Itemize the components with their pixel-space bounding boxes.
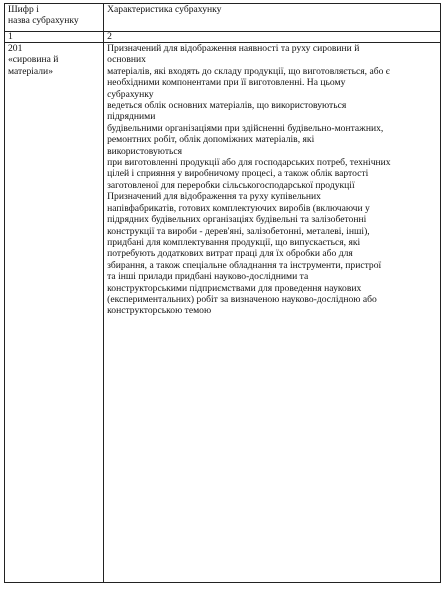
row-code-line-3: матеріали» <box>8 65 53 77</box>
row-description-cell <box>104 43 441 583</box>
description-line-22: конструкторськими підприємствами для проведення наукових <box>107 282 362 294</box>
table-row <box>5 43 441 583</box>
table-numbering-row <box>5 32 441 43</box>
description-line-14: Призначений для відображення та руху купівельних <box>107 191 321 203</box>
description-line-1: Призначений для відображення наявності та руху сировини й <box>107 43 360 54</box>
description-line-24: конструкторською темою <box>107 305 212 317</box>
description-line-9: ремонтних робіт, облік допоміжних матеріалів, які <box>107 134 315 146</box>
numbering-description: 2 <box>107 32 112 42</box>
description-line-16: підрядних будівельних організаціях будівельні та залізобетонні <box>107 214 367 226</box>
header-code-line-2: назва субрахунку <box>8 15 79 27</box>
description-line-23: (експериментальних) робіт за визначеною науково-дослідною або <box>107 293 377 305</box>
header-description-cell <box>104 4 441 32</box>
numbering-code: 1 <box>8 32 13 42</box>
subaccount-table <box>4 3 441 583</box>
header-code-line-1: Шифр і <box>8 4 39 15</box>
description-line-18: придбані для комплектування продукції, що випускається, які <box>107 236 361 248</box>
row-code-cell <box>5 43 104 583</box>
description-line-3: матеріалів, які входять до складу продукції, що виготовляється, або є <box>107 65 390 77</box>
description-line-15: напівфабрикатів, готових комплектуючих виробів (включаючи у <box>107 202 370 214</box>
header-description-text: Характеристика субрахунку <box>107 4 222 15</box>
row-code-line-1: 201 <box>8 43 23 54</box>
numbering-code-cell <box>5 32 104 43</box>
description-line-6: ведеться облік основних матеріалів, що використовуються <box>107 100 347 112</box>
description-line-7: підрядними <box>107 111 156 123</box>
numbering-description-cell <box>104 32 441 43</box>
description-line-19: потребують додаткових витрат праці для їх обробки або для <box>107 248 353 260</box>
table-header-row <box>5 4 441 32</box>
description-line-21: та інші прилади придбані науково-дослідними та <box>107 271 309 283</box>
description-line-5: субрахунку <box>107 88 154 100</box>
description-line-20: збирання, а також спеціальне обладнання та інструменти, пристрої <box>107 259 382 271</box>
description-line-13: заготовленої для переробки сільськогосподарської продукції <box>107 179 355 191</box>
header-code-cell <box>5 4 104 32</box>
description-line-8: будівельними організаціями при здійсненні будівельно-монтажних, <box>107 122 384 134</box>
description-line-11: при виготовленні продукції або для господарських потреб, технічних <box>107 157 391 169</box>
description-line-17: конструкції та вироби - дерев'яні, залізобетонні, металеві, інші), <box>107 225 370 237</box>
description-line-12: цілей і сприяння у виробничому процесі, а також облік вартості <box>107 168 369 180</box>
row-code-line-2: «сировина й <box>8 54 59 66</box>
description-line-10: використовуються <box>107 145 183 157</box>
description-line-2: основних <box>107 54 146 66</box>
description-line-4: необхідними компонентами при її виготовленні. На цьому <box>107 77 346 89</box>
row-description-text <box>107 43 438 317</box>
